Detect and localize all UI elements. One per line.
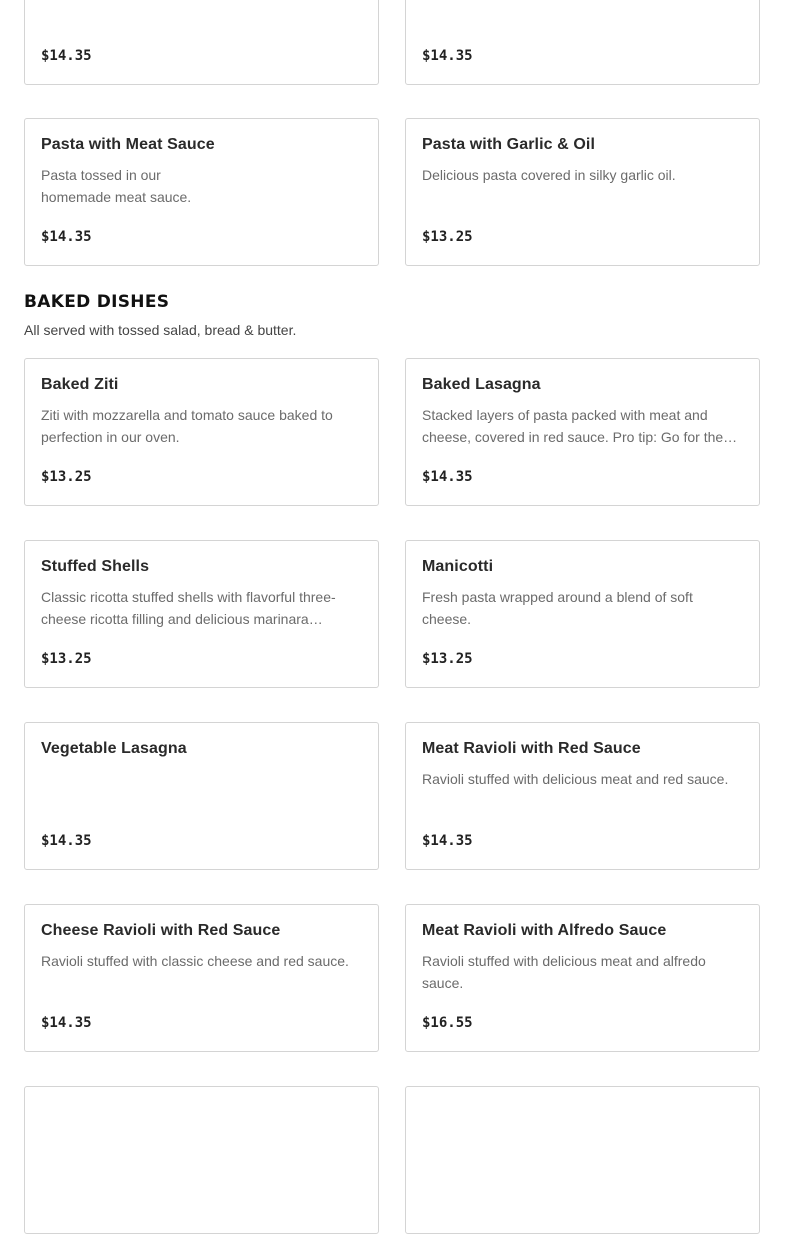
menu-item-card[interactable] xyxy=(405,722,760,870)
menu-item-card[interactable] xyxy=(405,118,760,266)
item-price: $14.35 xyxy=(422,469,473,485)
item-price: $13.25 xyxy=(422,651,473,667)
menu-item-card[interactable] xyxy=(405,540,760,688)
section-subtitle: All served with tossed salad, bread & butter. xyxy=(24,322,297,338)
menu-item-card[interactable] xyxy=(24,358,379,506)
item-name: Stuffed Shells xyxy=(41,558,150,575)
item-name: Pasta with Garlic & Oil xyxy=(422,136,596,153)
menu-item-card[interactable] xyxy=(24,1086,379,1234)
item-description: Stacked layers of pasta packed with meat and cheese, covered in red sauce. Pro tip: Go for the… xyxy=(422,407,738,445)
item-description: Fresh pasta wrapped around a blend of soft cheese. xyxy=(422,589,693,627)
item-price: $14.35 xyxy=(41,229,92,245)
item-name: Manicotti xyxy=(422,558,494,575)
item-description: Classic ricotta stuffed shells with flavorful three-cheese ricotta filling and delicious marinara… xyxy=(41,589,336,627)
item-description: Ravioli stuffed with delicious meat and red sauce. xyxy=(422,771,729,787)
item-price: $13.25 xyxy=(422,229,473,245)
menu-item-card[interactable] xyxy=(24,904,379,1052)
item-price: $14.35 xyxy=(422,833,473,849)
item-name: Vegetable Lasagna xyxy=(41,740,187,757)
menu-item-card[interactable] xyxy=(405,904,760,1052)
menu-item-card[interactable] xyxy=(24,118,379,266)
item-description: Delicious pasta covered in silky garlic oil. xyxy=(422,167,676,183)
menu-item-card[interactable] xyxy=(24,0,379,85)
item-name: Cheese Ravioli with Red Sauce xyxy=(41,922,281,939)
item-price: $14.35 xyxy=(422,48,473,64)
item-price: $14.35 xyxy=(41,833,92,849)
menu-item-card[interactable] xyxy=(405,1086,760,1234)
item-description: Ziti with mozzarella and tomato sauce baked to perfection in our oven. xyxy=(41,407,333,445)
menu-item-card[interactable] xyxy=(24,540,379,688)
section-title: BAKED DISHES xyxy=(24,292,170,312)
item-name: Baked Lasagna xyxy=(422,376,541,393)
item-name: Pasta with Meat Sauce xyxy=(41,136,215,153)
item-price: $13.25 xyxy=(41,651,92,667)
item-price: $16.55 xyxy=(422,1015,473,1031)
item-description: Ravioli stuffed with delicious meat and alfredo sauce. xyxy=(422,953,706,991)
menu-item-card[interactable] xyxy=(405,358,760,506)
menu-item-card[interactable] xyxy=(405,0,760,85)
item-name: Baked Ziti xyxy=(41,376,119,393)
item-price: $14.35 xyxy=(41,1015,92,1031)
item-name: Meat Ravioli with Red Sauce xyxy=(422,740,641,757)
item-description: Pasta tossed in our homemade meat sauce. xyxy=(41,167,192,205)
item-name: Meat Ravioli with Alfredo Sauce xyxy=(422,922,667,939)
item-price: $13.25 xyxy=(41,469,92,485)
item-description: Ravioli stuffed with classic cheese and red sauce. xyxy=(41,953,349,969)
item-price: $14.35 xyxy=(41,48,92,64)
menu-item-card[interactable] xyxy=(24,722,379,870)
